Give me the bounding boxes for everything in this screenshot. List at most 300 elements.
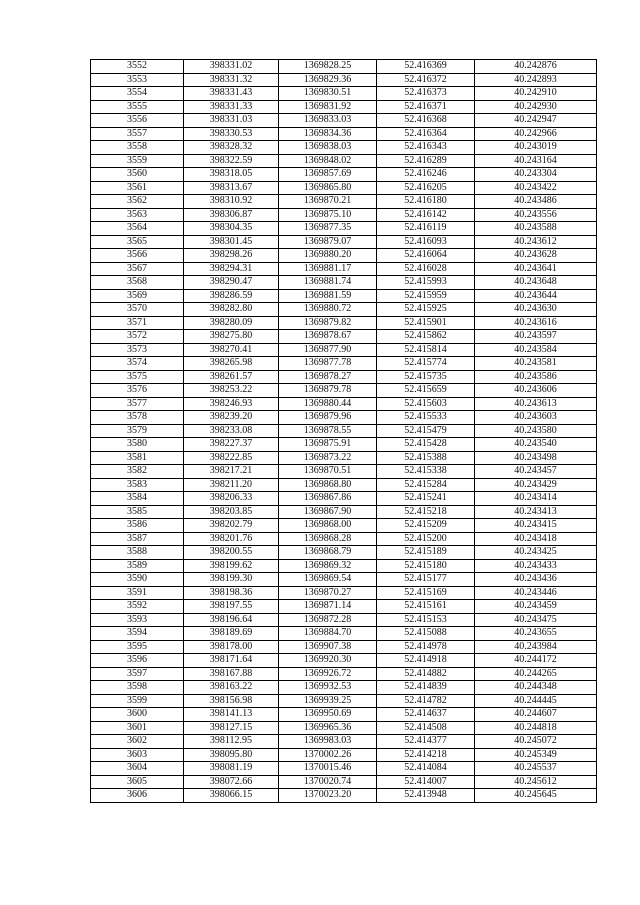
table-row — [91, 559, 597, 573]
table-row — [91, 316, 597, 330]
x-coordinate-cell: 398318.05 — [184, 168, 279, 182]
latitude-cell: 52.416373 — [377, 87, 475, 101]
table-row — [91, 735, 597, 749]
table-row — [91, 208, 597, 222]
table-row — [91, 492, 597, 506]
y-coordinate-cell: 1370015.46 — [279, 762, 377, 776]
longitude-cell: 40.243433 — [475, 559, 597, 573]
y-coordinate-cell: 1369872.28 — [279, 613, 377, 627]
point-number-cell: 3585 — [91, 505, 184, 519]
table-row — [91, 613, 597, 627]
latitude-cell: 52.415993 — [377, 276, 475, 290]
table-row — [91, 438, 597, 452]
longitude-cell: 40.244172 — [475, 654, 597, 668]
table-row — [91, 694, 597, 708]
table-row — [91, 721, 597, 735]
table-row — [91, 654, 597, 668]
x-coordinate-cell: 398199.30 — [184, 573, 279, 587]
latitude-cell: 52.415862 — [377, 330, 475, 344]
point-number-cell: 3573 — [91, 343, 184, 357]
latitude-cell: 52.414084 — [377, 762, 475, 776]
point-number-cell: 3591 — [91, 586, 184, 600]
latitude-cell: 52.415659 — [377, 384, 475, 398]
table-row — [91, 546, 597, 560]
latitude-cell: 52.415161 — [377, 600, 475, 614]
x-coordinate-cell: 398331.03 — [184, 114, 279, 128]
point-number-cell: 3552 — [91, 60, 184, 74]
point-number-cell: 3594 — [91, 627, 184, 641]
point-number-cell: 3566 — [91, 249, 184, 263]
table-row — [91, 276, 597, 290]
table-row — [91, 586, 597, 600]
y-coordinate-cell: 1369868.28 — [279, 532, 377, 546]
latitude-cell: 52.414782 — [377, 694, 475, 708]
point-number-cell: 3598 — [91, 681, 184, 695]
y-coordinate-cell: 1369869.32 — [279, 559, 377, 573]
point-number-cell: 3606 — [91, 789, 184, 803]
point-number-cell: 3582 — [91, 465, 184, 479]
point-number-cell: 3590 — [91, 573, 184, 587]
point-number-cell: 3587 — [91, 532, 184, 546]
latitude-cell: 52.416142 — [377, 208, 475, 222]
x-coordinate-cell: 398306.87 — [184, 208, 279, 222]
latitude-cell: 52.415735 — [377, 370, 475, 384]
y-coordinate-cell: 1369881.74 — [279, 276, 377, 290]
x-coordinate-cell: 398253.22 — [184, 384, 279, 398]
y-coordinate-cell: 1369834.36 — [279, 127, 377, 141]
longitude-cell: 40.244348 — [475, 681, 597, 695]
y-coordinate-cell: 1370023.20 — [279, 789, 377, 803]
x-coordinate-cell: 398095.80 — [184, 748, 279, 762]
longitude-cell: 40.243414 — [475, 492, 597, 506]
x-coordinate-cell: 398112.95 — [184, 735, 279, 749]
y-coordinate-cell: 1369838.03 — [279, 141, 377, 155]
longitude-cell: 40.243019 — [475, 141, 597, 155]
x-coordinate-cell: 398290.47 — [184, 276, 279, 290]
x-coordinate-cell: 398072.66 — [184, 775, 279, 789]
y-coordinate-cell: 1369878.55 — [279, 424, 377, 438]
x-coordinate-cell: 398331.02 — [184, 60, 279, 74]
longitude-cell: 40.243436 — [475, 573, 597, 587]
y-coordinate-cell: 1369920.30 — [279, 654, 377, 668]
table-row — [91, 667, 597, 681]
point-number-cell: 3563 — [91, 208, 184, 222]
latitude-cell: 52.415428 — [377, 438, 475, 452]
point-number-cell: 3554 — [91, 87, 184, 101]
x-coordinate-cell: 398201.76 — [184, 532, 279, 546]
longitude-cell: 40.243486 — [475, 195, 597, 209]
longitude-cell: 40.243304 — [475, 168, 597, 182]
y-coordinate-cell: 1370020.74 — [279, 775, 377, 789]
point-number-cell: 3564 — [91, 222, 184, 236]
longitude-cell: 40.244607 — [475, 708, 597, 722]
longitude-cell: 40.245537 — [475, 762, 597, 776]
y-coordinate-cell: 1369868.79 — [279, 546, 377, 560]
table-row — [91, 600, 597, 614]
point-number-cell: 3558 — [91, 141, 184, 155]
longitude-cell: 40.242966 — [475, 127, 597, 141]
table-row — [91, 681, 597, 695]
table-row — [91, 303, 597, 317]
point-number-cell: 3561 — [91, 181, 184, 195]
y-coordinate-cell: 1369829.36 — [279, 73, 377, 87]
point-number-cell: 3595 — [91, 640, 184, 654]
longitude-cell: 40.242930 — [475, 100, 597, 114]
longitude-cell: 40.245612 — [475, 775, 597, 789]
point-number-cell: 3569 — [91, 289, 184, 303]
coordinates-table — [90, 59, 597, 803]
point-number-cell: 3577 — [91, 397, 184, 411]
x-coordinate-cell: 398081.19 — [184, 762, 279, 776]
longitude-cell: 40.243459 — [475, 600, 597, 614]
y-coordinate-cell: 1369879.96 — [279, 411, 377, 425]
table-row — [91, 181, 597, 195]
x-coordinate-cell: 398313.67 — [184, 181, 279, 195]
x-coordinate-cell: 398304.35 — [184, 222, 279, 236]
point-number-cell: 3572 — [91, 330, 184, 344]
x-coordinate-cell: 398275.80 — [184, 330, 279, 344]
x-coordinate-cell: 398282.80 — [184, 303, 279, 317]
y-coordinate-cell: 1369865.80 — [279, 181, 377, 195]
latitude-cell: 52.416246 — [377, 168, 475, 182]
latitude-cell: 52.414918 — [377, 654, 475, 668]
x-coordinate-cell: 398310.92 — [184, 195, 279, 209]
y-coordinate-cell: 1369884.70 — [279, 627, 377, 641]
y-coordinate-cell: 1369879.82 — [279, 316, 377, 330]
table-row — [91, 343, 597, 357]
table-row — [91, 357, 597, 371]
x-coordinate-cell: 398331.43 — [184, 87, 279, 101]
y-coordinate-cell: 1369932.53 — [279, 681, 377, 695]
x-coordinate-cell: 398328.32 — [184, 141, 279, 155]
point-number-cell: 3599 — [91, 694, 184, 708]
point-number-cell: 3559 — [91, 154, 184, 168]
y-coordinate-cell: 1369880.44 — [279, 397, 377, 411]
y-coordinate-cell: 1369878.27 — [279, 370, 377, 384]
x-coordinate-cell: 398270.41 — [184, 343, 279, 357]
longitude-cell: 40.242876 — [475, 60, 597, 74]
y-coordinate-cell: 1369926.72 — [279, 667, 377, 681]
table-row — [91, 249, 597, 263]
latitude-cell: 52.415603 — [377, 397, 475, 411]
point-number-cell: 3603 — [91, 748, 184, 762]
latitude-cell: 52.416364 — [377, 127, 475, 141]
x-coordinate-cell: 398198.36 — [184, 586, 279, 600]
point-number-cell: 3602 — [91, 735, 184, 749]
table-row — [91, 519, 597, 533]
y-coordinate-cell: 1369870.27 — [279, 586, 377, 600]
longitude-cell: 40.243984 — [475, 640, 597, 654]
longitude-cell: 40.243630 — [475, 303, 597, 317]
point-number-cell: 3601 — [91, 721, 184, 735]
x-coordinate-cell: 398298.26 — [184, 249, 279, 263]
x-coordinate-cell: 398197.55 — [184, 600, 279, 614]
longitude-cell: 40.243413 — [475, 505, 597, 519]
point-number-cell: 3562 — [91, 195, 184, 209]
latitude-cell: 52.416371 — [377, 100, 475, 114]
table-row — [91, 424, 597, 438]
table-row — [91, 154, 597, 168]
table-row — [91, 397, 597, 411]
latitude-cell: 52.416369 — [377, 60, 475, 74]
y-coordinate-cell: 1369833.03 — [279, 114, 377, 128]
x-coordinate-cell: 398196.64 — [184, 613, 279, 627]
table-row — [91, 762, 597, 776]
latitude-cell: 52.416205 — [377, 181, 475, 195]
longitude-cell: 40.243457 — [475, 465, 597, 479]
longitude-cell: 40.243415 — [475, 519, 597, 533]
table-row — [91, 235, 597, 249]
latitude-cell: 52.415209 — [377, 519, 475, 533]
y-coordinate-cell: 1369939.25 — [279, 694, 377, 708]
table-row — [91, 465, 597, 479]
x-coordinate-cell: 398171.64 — [184, 654, 279, 668]
longitude-cell: 40.244818 — [475, 721, 597, 735]
point-number-cell: 3597 — [91, 667, 184, 681]
point-number-cell: 3567 — [91, 262, 184, 276]
table-row — [91, 627, 597, 641]
longitude-cell: 40.245645 — [475, 789, 597, 803]
table-row — [91, 222, 597, 236]
table-row — [91, 775, 597, 789]
longitude-cell: 40.243641 — [475, 262, 597, 276]
latitude-cell: 52.416289 — [377, 154, 475, 168]
longitude-cell: 40.243606 — [475, 384, 597, 398]
latitude-cell: 52.416368 — [377, 114, 475, 128]
latitude-cell: 52.415284 — [377, 478, 475, 492]
y-coordinate-cell: 1369871.14 — [279, 600, 377, 614]
latitude-cell: 52.416028 — [377, 262, 475, 276]
x-coordinate-cell: 398286.59 — [184, 289, 279, 303]
latitude-cell: 52.414882 — [377, 667, 475, 681]
longitude-cell: 40.243588 — [475, 222, 597, 236]
x-coordinate-cell: 398156.98 — [184, 694, 279, 708]
latitude-cell: 52.416093 — [377, 235, 475, 249]
table-row — [91, 384, 597, 398]
x-coordinate-cell: 398127.15 — [184, 721, 279, 735]
y-coordinate-cell: 1370002.26 — [279, 748, 377, 762]
x-coordinate-cell: 398301.45 — [184, 235, 279, 249]
x-coordinate-cell: 398261.57 — [184, 370, 279, 384]
table-row — [91, 748, 597, 762]
latitude-cell: 52.416343 — [377, 141, 475, 155]
latitude-cell: 52.416064 — [377, 249, 475, 263]
point-number-cell: 3588 — [91, 546, 184, 560]
y-coordinate-cell: 1369878.67 — [279, 330, 377, 344]
x-coordinate-cell: 398233.08 — [184, 424, 279, 438]
y-coordinate-cell: 1369983.03 — [279, 735, 377, 749]
longitude-cell: 40.243540 — [475, 438, 597, 452]
y-coordinate-cell: 1369831.92 — [279, 100, 377, 114]
y-coordinate-cell: 1369877.90 — [279, 343, 377, 357]
longitude-cell: 40.243556 — [475, 208, 597, 222]
point-number-cell: 3584 — [91, 492, 184, 506]
latitude-cell: 52.414637 — [377, 708, 475, 722]
longitude-cell: 40.243422 — [475, 181, 597, 195]
longitude-cell: 40.243648 — [475, 276, 597, 290]
x-coordinate-cell: 398167.88 — [184, 667, 279, 681]
table-row — [91, 370, 597, 384]
latitude-cell: 52.414007 — [377, 775, 475, 789]
x-coordinate-cell: 398239.20 — [184, 411, 279, 425]
x-coordinate-cell: 398066.15 — [184, 789, 279, 803]
y-coordinate-cell: 1369870.51 — [279, 465, 377, 479]
longitude-cell: 40.243584 — [475, 343, 597, 357]
x-coordinate-cell: 398330.53 — [184, 127, 279, 141]
longitude-cell: 40.243475 — [475, 613, 597, 627]
point-number-cell: 3604 — [91, 762, 184, 776]
table-row — [91, 478, 597, 492]
y-coordinate-cell: 1369867.90 — [279, 505, 377, 519]
longitude-cell: 40.243616 — [475, 316, 597, 330]
x-coordinate-cell: 398203.85 — [184, 505, 279, 519]
point-number-cell: 3605 — [91, 775, 184, 789]
longitude-cell: 40.243581 — [475, 357, 597, 371]
y-coordinate-cell: 1369965.36 — [279, 721, 377, 735]
longitude-cell: 40.242947 — [475, 114, 597, 128]
x-coordinate-cell: 398294.31 — [184, 262, 279, 276]
y-coordinate-cell: 1369879.78 — [279, 384, 377, 398]
point-number-cell: 3589 — [91, 559, 184, 573]
longitude-cell: 40.243613 — [475, 397, 597, 411]
longitude-cell: 40.243597 — [475, 330, 597, 344]
y-coordinate-cell: 1369867.86 — [279, 492, 377, 506]
x-coordinate-cell: 398199.62 — [184, 559, 279, 573]
latitude-cell: 52.413948 — [377, 789, 475, 803]
latitude-cell: 52.415218 — [377, 505, 475, 519]
x-coordinate-cell: 398265.98 — [184, 357, 279, 371]
x-coordinate-cell: 398222.85 — [184, 451, 279, 465]
table-row — [91, 141, 597, 155]
point-number-cell: 3579 — [91, 424, 184, 438]
longitude-cell: 40.243446 — [475, 586, 597, 600]
x-coordinate-cell: 398322.59 — [184, 154, 279, 168]
longitude-cell: 40.244445 — [475, 694, 597, 708]
y-coordinate-cell: 1369857.69 — [279, 168, 377, 182]
point-number-cell: 3580 — [91, 438, 184, 452]
latitude-cell: 52.415338 — [377, 465, 475, 479]
longitude-cell: 40.243644 — [475, 289, 597, 303]
latitude-cell: 52.416119 — [377, 222, 475, 236]
point-number-cell: 3574 — [91, 357, 184, 371]
point-number-cell: 3581 — [91, 451, 184, 465]
longitude-cell: 40.242893 — [475, 73, 597, 87]
x-coordinate-cell: 398163.22 — [184, 681, 279, 695]
y-coordinate-cell: 1369875.10 — [279, 208, 377, 222]
point-number-cell: 3555 — [91, 100, 184, 114]
latitude-cell: 52.415189 — [377, 546, 475, 560]
table-row — [91, 573, 597, 587]
table-row — [91, 330, 597, 344]
longitude-cell: 40.243418 — [475, 532, 597, 546]
longitude-cell: 40.243429 — [475, 478, 597, 492]
longitude-cell: 40.244265 — [475, 667, 597, 681]
latitude-cell: 52.414508 — [377, 721, 475, 735]
longitude-cell: 40.243612 — [475, 235, 597, 249]
longitude-cell: 40.243425 — [475, 546, 597, 560]
point-number-cell: 3593 — [91, 613, 184, 627]
latitude-cell: 52.414377 — [377, 735, 475, 749]
longitude-cell: 40.243586 — [475, 370, 597, 384]
table-row — [91, 73, 597, 87]
latitude-cell: 52.415088 — [377, 627, 475, 641]
y-coordinate-cell: 1369869.54 — [279, 573, 377, 587]
table-row — [91, 640, 597, 654]
point-number-cell: 3600 — [91, 708, 184, 722]
table-row — [91, 127, 597, 141]
latitude-cell: 52.414978 — [377, 640, 475, 654]
point-number-cell: 3565 — [91, 235, 184, 249]
y-coordinate-cell: 1369870.21 — [279, 195, 377, 209]
longitude-cell: 40.243628 — [475, 249, 597, 263]
latitude-cell: 52.415925 — [377, 303, 475, 317]
y-coordinate-cell: 1369828.25 — [279, 60, 377, 74]
point-number-cell: 3592 — [91, 600, 184, 614]
table-row — [91, 505, 597, 519]
y-coordinate-cell: 1369877.35 — [279, 222, 377, 236]
y-coordinate-cell: 1369877.78 — [279, 357, 377, 371]
latitude-cell: 52.415153 — [377, 613, 475, 627]
x-coordinate-cell: 398211.20 — [184, 478, 279, 492]
y-coordinate-cell: 1369868.00 — [279, 519, 377, 533]
latitude-cell: 52.415180 — [377, 559, 475, 573]
latitude-cell: 52.415533 — [377, 411, 475, 425]
point-number-cell: 3557 — [91, 127, 184, 141]
longitude-cell: 40.243603 — [475, 411, 597, 425]
longitude-cell: 40.242910 — [475, 87, 597, 101]
y-coordinate-cell: 1369868.80 — [279, 478, 377, 492]
y-coordinate-cell: 1369830.51 — [279, 87, 377, 101]
latitude-cell: 52.415241 — [377, 492, 475, 506]
table-row — [91, 60, 597, 74]
x-coordinate-cell: 398227.37 — [184, 438, 279, 452]
coordinates-table-body — [91, 60, 597, 803]
latitude-cell: 52.415479 — [377, 424, 475, 438]
longitude-cell: 40.243164 — [475, 154, 597, 168]
latitude-cell: 52.415388 — [377, 451, 475, 465]
table-row — [91, 789, 597, 803]
latitude-cell: 52.416180 — [377, 195, 475, 209]
x-coordinate-cell: 398189.69 — [184, 627, 279, 641]
x-coordinate-cell: 398200.55 — [184, 546, 279, 560]
longitude-cell: 40.243655 — [475, 627, 597, 641]
x-coordinate-cell: 398217.21 — [184, 465, 279, 479]
x-coordinate-cell: 398202.79 — [184, 519, 279, 533]
y-coordinate-cell: 1369880.20 — [279, 249, 377, 263]
y-coordinate-cell: 1369880.72 — [279, 303, 377, 317]
point-number-cell: 3556 — [91, 114, 184, 128]
point-number-cell: 3571 — [91, 316, 184, 330]
point-number-cell: 3575 — [91, 370, 184, 384]
point-number-cell: 3568 — [91, 276, 184, 290]
x-coordinate-cell: 398178.00 — [184, 640, 279, 654]
y-coordinate-cell: 1369875.91 — [279, 438, 377, 452]
table-row — [91, 532, 597, 546]
longitude-cell: 40.245349 — [475, 748, 597, 762]
table-row — [91, 168, 597, 182]
table-row — [91, 451, 597, 465]
latitude-cell: 52.415814 — [377, 343, 475, 357]
y-coordinate-cell: 1369907.38 — [279, 640, 377, 654]
point-number-cell: 3583 — [91, 478, 184, 492]
point-number-cell: 3586 — [91, 519, 184, 533]
longitude-cell: 40.245072 — [475, 735, 597, 749]
table-row — [91, 195, 597, 209]
table-row — [91, 100, 597, 114]
y-coordinate-cell: 1369873.22 — [279, 451, 377, 465]
latitude-cell: 52.415177 — [377, 573, 475, 587]
table-row — [91, 114, 597, 128]
